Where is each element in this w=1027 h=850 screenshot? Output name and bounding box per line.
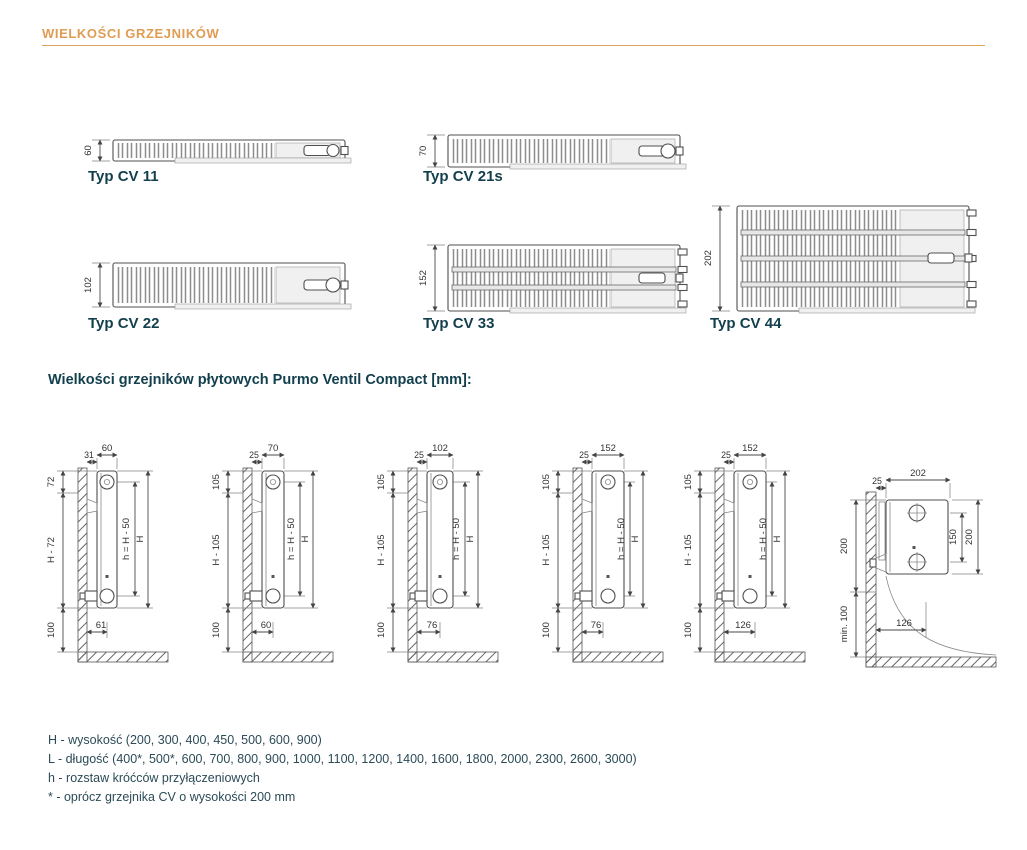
svg-text:100: 100 [46,622,57,638]
svg-text:H - 105: H - 105 [683,534,694,566]
svg-text:126: 126 [735,620,751,631]
legend-line-length: L - długość (400*, 500*, 600, 700, 800, 900, 1000, 1100, 1200, 1400, 1600, 1800, 2000, 2300, 2600, 3000) [48,752,637,766]
cv44-top-view [700,198,985,319]
svg-text:150: 150 [948,529,959,545]
svg-text:25: 25 [414,450,424,460]
cv11-top-view [80,132,355,169]
svg-text:152: 152 [742,443,758,454]
svg-text:61: 61 [95,620,107,631]
svg-text:100: 100 [683,622,694,638]
side-view-cv33 [540,425,705,680]
svg-text:h = H - 50: h = H - 50 [451,518,462,560]
svg-text:152: 152 [600,443,616,454]
radiator-section [870,500,996,655]
svg-text:105: 105 [683,474,694,490]
svg-text:60: 60 [101,443,113,454]
svg-text:100: 100 [211,622,222,638]
svg-text:105: 105 [541,474,552,490]
svg-text:60: 60 [260,620,272,631]
svg-text:25: 25 [579,450,589,460]
svg-text:H: H [465,535,476,543]
dim-label: 70 [418,145,429,157]
cv33-top-view [415,237,690,319]
dim-label: 102 [83,277,94,293]
svg-text:202: 202 [910,468,926,479]
title-underline [42,45,985,46]
dim-label: 60 [83,145,94,156]
svg-text:H: H [772,535,783,543]
side-view-cv44 [682,425,847,680]
svg-text:H - 105: H - 105 [541,534,552,566]
cv21s-label: Typ CV 21s [423,168,503,185]
svg-text:76: 76 [426,620,438,631]
svg-text:H: H [135,535,146,543]
corner-view-cv44 [828,462,1023,687]
svg-text:76: 76 [590,620,602,631]
page-title: WIELKOŚCI GRZEJNIKÓW [42,26,220,41]
svg-text:25: 25 [721,450,731,460]
svg-text:H: H [300,535,311,543]
svg-text:72: 72 [46,476,57,488]
section-heading: Wielkości grzejników płytowych Purmo Ventil Compact [mm]: [48,372,472,388]
svg-text:200: 200 [964,529,975,545]
svg-text:200: 200 [839,538,850,554]
svg-text:h = H - 50: h = H - 50 [121,518,132,560]
cv22-label: Typ CV 22 [88,315,160,332]
svg-text:126: 126 [896,618,912,629]
svg-text:105: 105 [211,474,222,490]
legend-line-footnote: * - oprócz grzejnika CV o wysokości 200 mm [48,790,296,804]
svg-text:H - 105: H - 105 [376,534,387,566]
cv33-label: Typ CV 33 [423,315,495,332]
legend-line-height: H - wysokość (200, 300, 400, 450, 500, 600, 900) [48,733,322,747]
svg-text:h = H - 50: h = H - 50 [286,518,297,560]
svg-text:100: 100 [376,622,387,638]
svg-text:105: 105 [376,474,387,490]
svg-text:70: 70 [267,443,279,454]
svg-text:h = H - 50: h = H - 50 [758,518,769,560]
svg-text:25: 25 [872,476,882,486]
svg-text:25: 25 [249,450,259,460]
side-view-cv22 [375,425,540,680]
cv11-label: Typ CV 11 [88,168,159,185]
svg-text:100: 100 [541,622,552,638]
svg-text:H - 105: H - 105 [211,534,222,566]
svg-text:102: 102 [432,443,448,454]
cv44-label: Typ CV 44 [710,315,782,332]
dim-label: 152 [418,270,429,286]
cv22-top-view [80,255,355,315]
side-view-cv21s [210,425,375,680]
svg-text:H: H [630,535,641,543]
legend [48,731,637,807]
legend-line-pipe-spacing: h - rozstaw króćców przyłączeniowych [48,771,260,785]
dim-label: 202 [703,250,714,266]
svg-text:min. 100: min. 100 [839,605,850,643]
side-view-cv11 [45,425,210,680]
svg-text:H - 72: H - 72 [46,537,57,563]
svg-text:h = H - 50: h = H - 50 [616,518,627,560]
svg-text:31: 31 [84,450,94,460]
